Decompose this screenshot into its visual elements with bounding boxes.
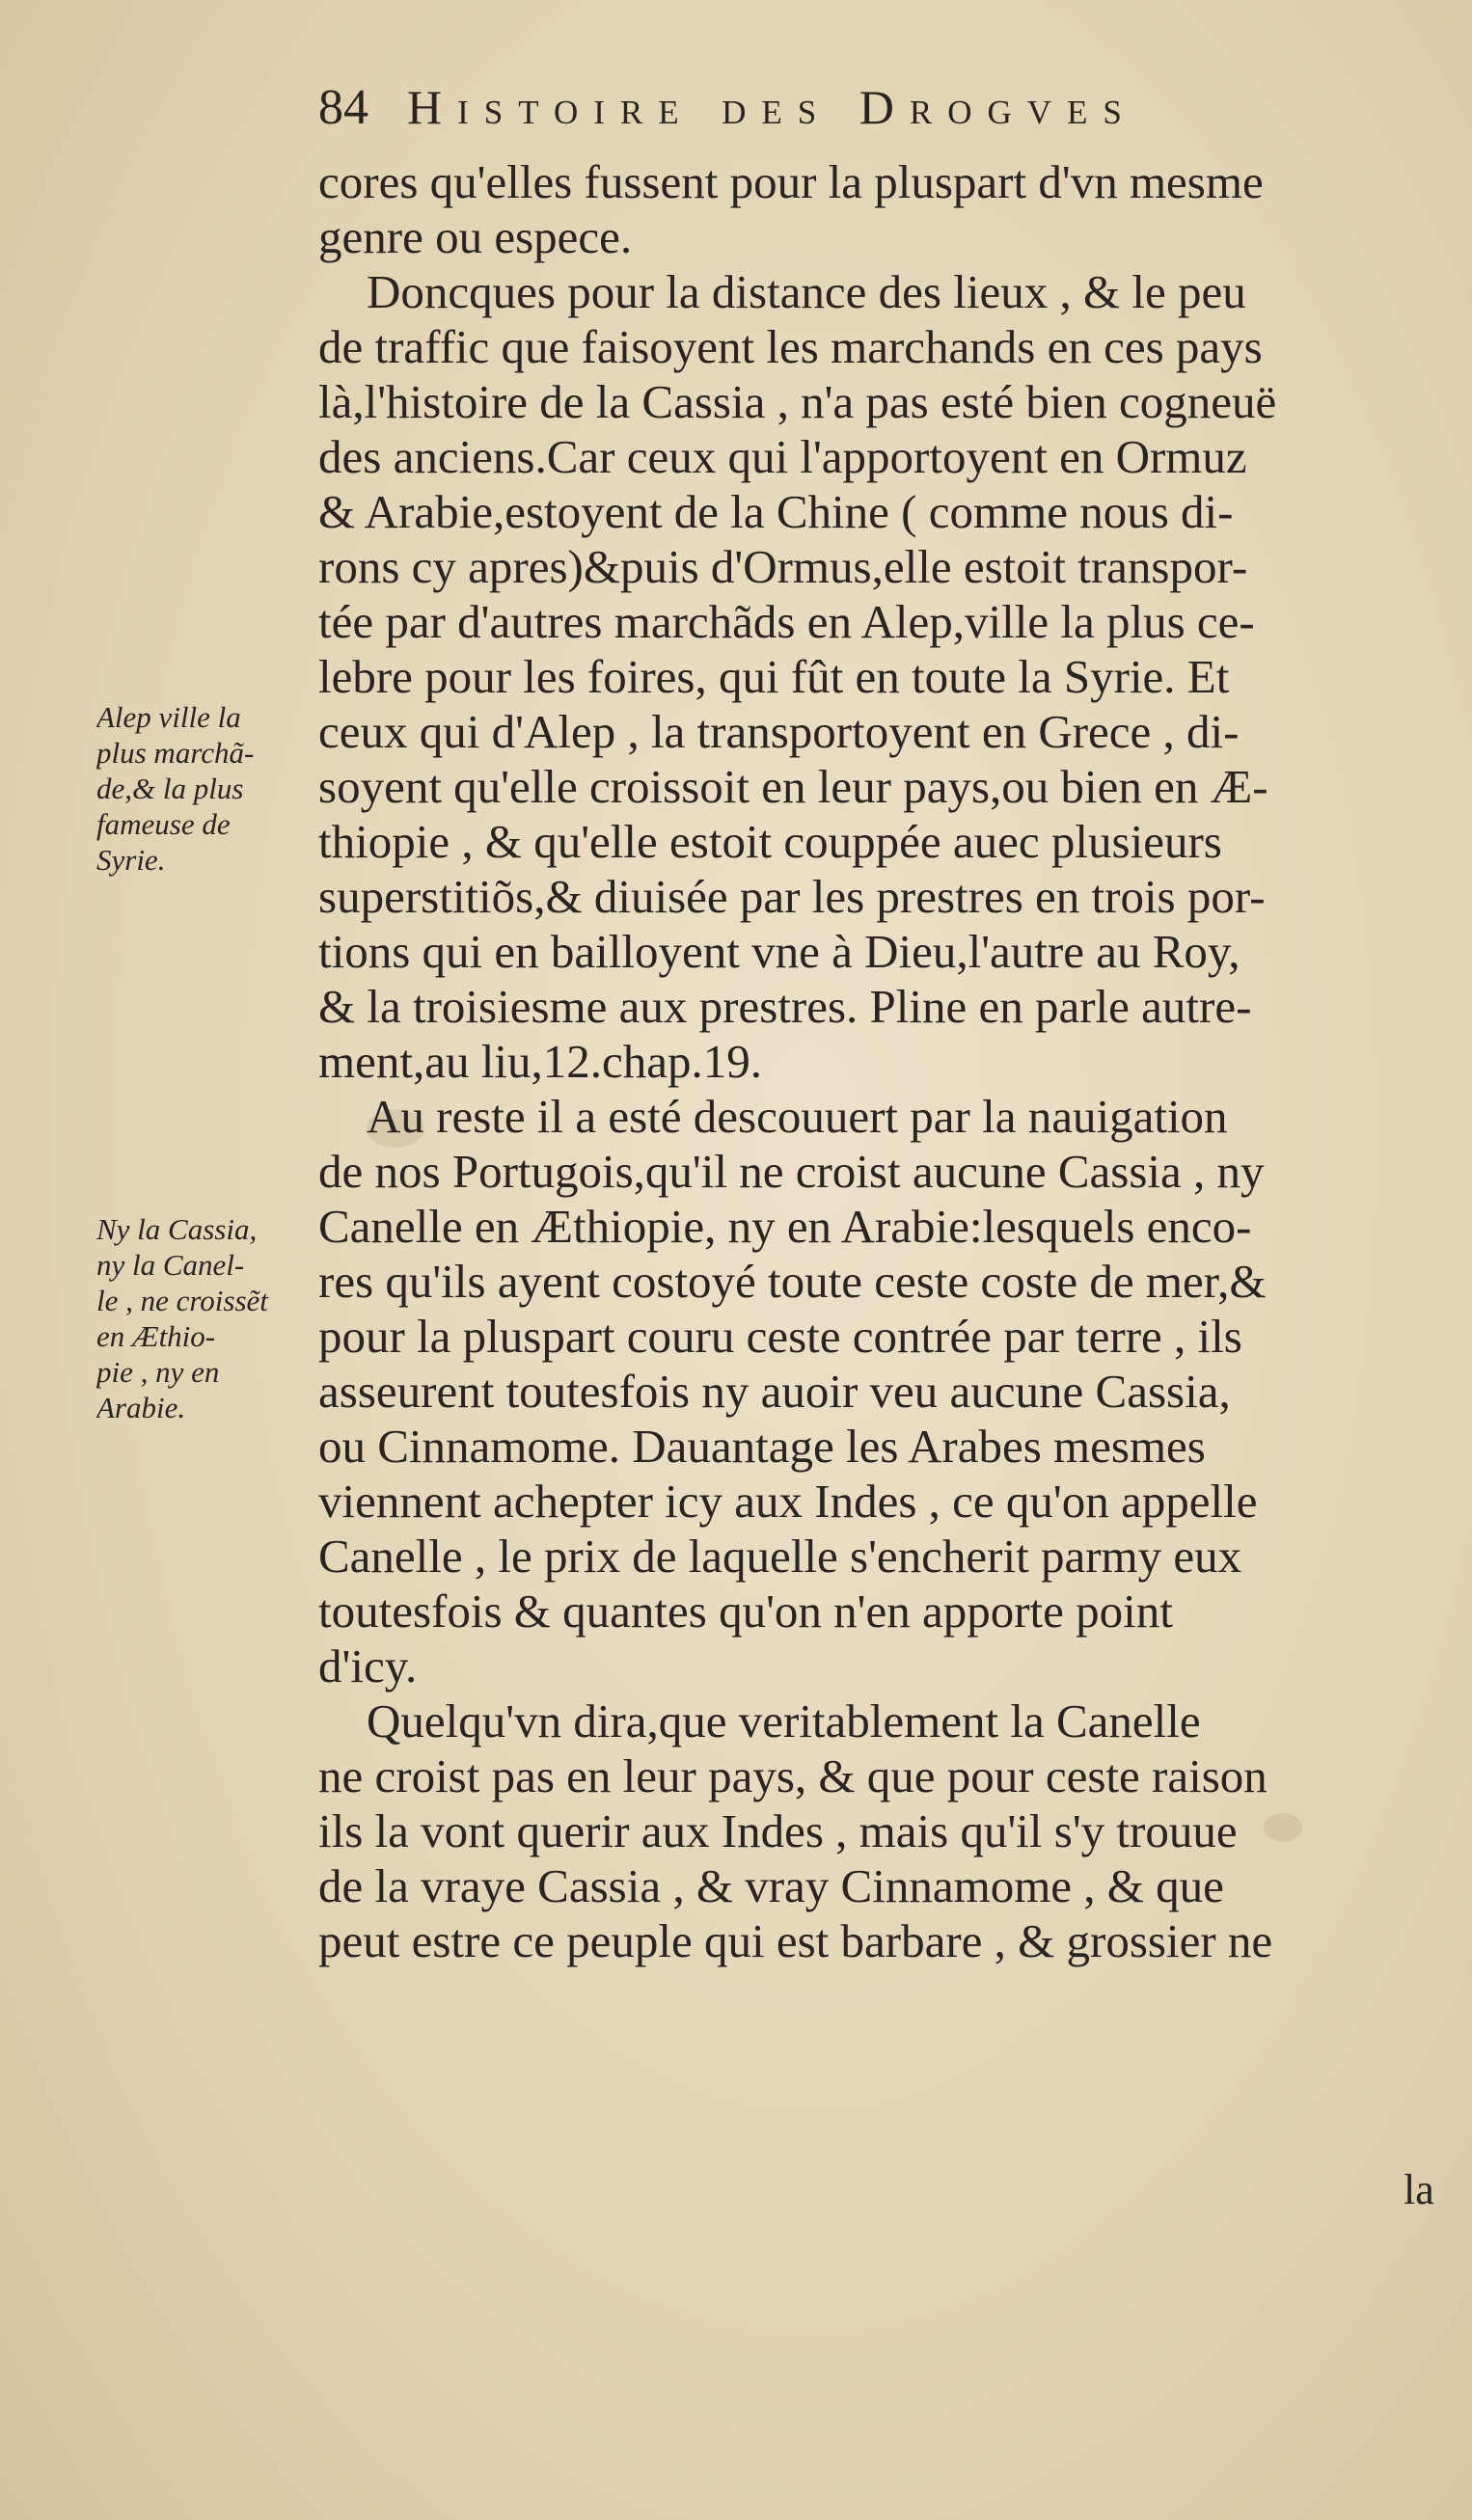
paragraph-start-line: Doncques pour la distance des lieux , & le peu xyxy=(367,265,1246,318)
margin-note-cassia xyxy=(96,1211,299,1425)
text-line: Canelle , le prix de laquelle s'encherit parmy eux xyxy=(318,1530,1242,1583)
margin-note-line: de,& la plus xyxy=(96,772,244,805)
text-line: tions qui en bailloyent vne à Dieu,l'autre au Roy, xyxy=(318,925,1240,978)
page-header xyxy=(318,79,1341,147)
margin-note-line: Ny la Cassia, xyxy=(96,1212,258,1246)
text-line: soyent qu'elle croissoit en leur pays,ou bien en Æ- xyxy=(318,760,1268,813)
text-line: pour la pluspart couru ceste contrée par terre , ils xyxy=(318,1310,1242,1363)
text-line: & la troisiesme aux prestres. Pline en parle autre- xyxy=(318,980,1252,1033)
margin-note-alep xyxy=(96,699,299,878)
margin-note-line: fameuse de xyxy=(96,807,231,841)
margin-note-line: le , ne croissẽt xyxy=(96,1284,268,1317)
margin-note-line: en Æthio- xyxy=(96,1319,216,1353)
body-text xyxy=(318,154,1428,1968)
text-line: toutesfois & quantes qu'on n'en apporte point xyxy=(318,1585,1173,1638)
text-line: ou Cinnamome. Dauantage les Arabes mesmes xyxy=(318,1420,1206,1473)
page-number: 84 xyxy=(318,80,368,135)
margin-note-line: Arabie. xyxy=(96,1391,186,1424)
margin-note-line: Alep ville la xyxy=(96,700,241,734)
text-line: Canelle en Æthiopie, ny en Arabie:lesquels enco- xyxy=(318,1200,1252,1253)
text-line: de traffic que faisoyent les marchands en ces pays xyxy=(318,320,1263,373)
text-line: ne croist pas en leur pays, & que pour ceste raison xyxy=(318,1749,1268,1802)
text-line: ils la vont querir aux Indes , mais qu'il s'y trouue xyxy=(318,1804,1238,1857)
text-line: ceux qui d'Alep , la transportoyent en Grece , di- xyxy=(318,705,1240,758)
text-line: res qu'ils ayent costoyé toute ceste coste de mer,& xyxy=(318,1255,1267,1308)
text-line: des anciens.Car ceux qui l'apportoyent en Ormuz xyxy=(318,430,1247,483)
text-line: & Arabie,estoyent de la Chine ( comme nous di- xyxy=(318,485,1234,538)
margin-note-line: ny la Canel- xyxy=(96,1248,245,1282)
margin-note-line: pie , ny en xyxy=(96,1355,220,1389)
paragraph-start-line: Au reste il a esté descouuert par la nauigation xyxy=(367,1090,1228,1143)
text-line: de la vraye Cassia , & vray Cinnamome , & que xyxy=(318,1859,1224,1912)
text-line: de nos Portugois,qu'il ne croist aucune Cassia , ny xyxy=(318,1145,1265,1198)
text-line: asseurent toutesfois ny auoir veu aucune Cassia, xyxy=(318,1365,1231,1418)
text-line: lebre pour les foires, qui fût en toute la Syrie. Et xyxy=(318,650,1230,703)
catchword: la xyxy=(1404,2166,1434,2213)
margin-note-line: plus marchã- xyxy=(96,736,255,770)
text-line: rons cy apres)&puis d'Ormus,elle estoit transpor- xyxy=(318,540,1248,593)
text-line: superstitiõs,& diuisée par les prestres en trois por- xyxy=(318,870,1266,923)
text-line: ment,au liu,12.chap.19. xyxy=(318,1035,762,1088)
text-line: thiopie , & qu'elle estoit couppée auec plusieurs xyxy=(318,815,1222,868)
paragraph-start-line: Quelqu'vn dira,que veritablement la Canelle xyxy=(367,1694,1201,1748)
text-line: genre ou espece. xyxy=(318,210,633,263)
running-title: Histoire des Drogves xyxy=(407,80,1137,134)
text-line: peut estre ce peuple qui est barbare , & grossier ne xyxy=(318,1914,1273,1967)
text-line: tée par d'autres marchãds en Alep,ville la plus ce- xyxy=(318,595,1255,648)
text-line: cores qu'elles fussent pour la pluspart d'vn mesme xyxy=(318,155,1264,208)
text-line: d'icy. xyxy=(318,1639,418,1693)
text-line: là,l'histoire de la Cassia , n'a pas esté bien cogneuë xyxy=(318,375,1277,428)
text-line: viennent achepter icy aux Indes , ce qu'on appelle xyxy=(318,1475,1258,1528)
margin-note-line: Syrie. xyxy=(96,843,166,877)
